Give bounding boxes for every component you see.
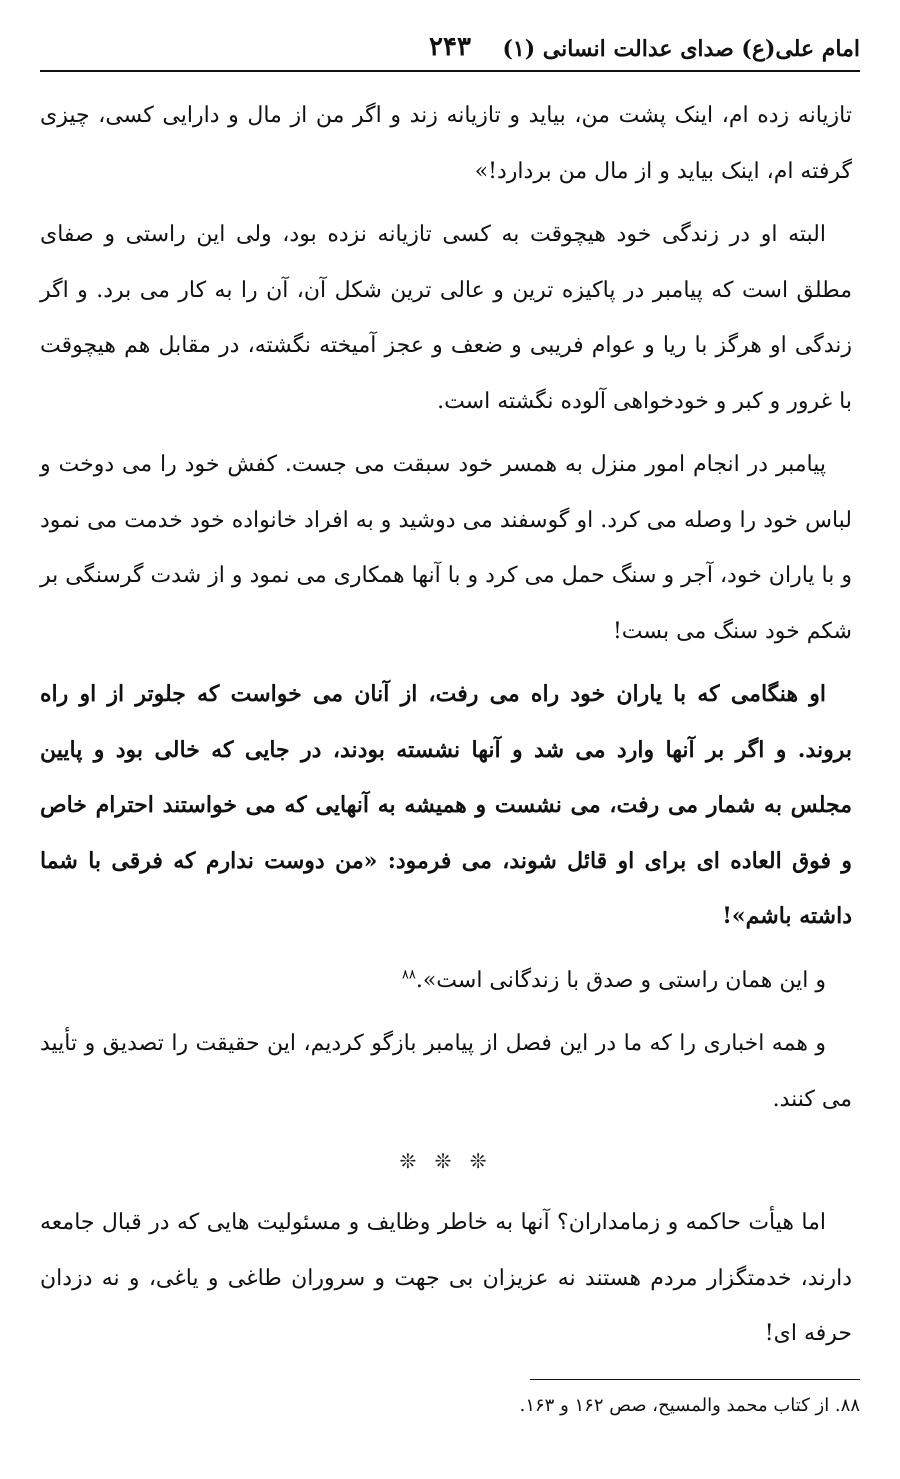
paragraph: البته او در زندگی خود هیچوقت به کسی تازیانه نزده بود، ولی این راستی و صفای مطلق است که پیامبر در پاکیزه ترین و عالی ترین شکل آن، آن را به کار می برد. و اگر زندگی او هرگز با ریا و عوام فریبی و ضعف و عجز آمیخته نگشته، در مقابل هم هیچوقت با غرور و کبر و خودخواهی آلوده نگشته است. — [40, 222, 852, 414]
page-body — [40, 88, 852, 1370]
section-separator: ❊ ❊ ❊ — [399, 1149, 493, 1173]
footnote-reference[interactable]: ۸۸ — [401, 967, 416, 983]
running-title: امام علی(ع) صدای عدالت انسانی (۱) — [502, 36, 860, 62]
paragraph-text: و این همان راستی و صدق با زندگانی است». — [415, 967, 826, 993]
paragraph: و همه اخباری را که ما در این فصل از پیامبر بازگو کردیم، این حقیقت را تصدیق و تأیید می کنند. — [40, 1031, 852, 1112]
page-header — [40, 30, 860, 72]
paragraph-bold: او هنگامی که با یاران خود راه می رفت، از آنان می خواست که جلوتر از او راه بروند. و اگر بر آنها وارد می شد و آنها نشسته بودند، در جایی که خالی بود و پایین مجلس به شمار می رفت، می نشست و همیشه به آنهایی که می خواستند احترام خاص و فوق العاده ای برای او قائل شوند، می فرمود: «من دوست ندارم که فرقی با شما داشته باشم»! — [40, 681, 852, 929]
page-number: ۲۴۳ — [429, 32, 471, 62]
paragraph: پیامبر در انجام امور منزل به همسر خود سبقت می جست. کفش خود را می دوخت و لباس خود را وصله می کرد. او گوسفند می دوشید و به افراد خانواده خود خدمت می نمود و با یاران خود، آجر و سنگ حمل می کرد و با آنها همکاری می نمود و از شدت گرسنگی بر شکم خود سنگ می بست! — [40, 452, 852, 644]
footnote: ۸۸. از کتاب محمد والمسیح، صص ۱۶۲ و ۱۶۳. — [519, 1395, 860, 1416]
paragraph: تازیانه زده ام، اینک پشت من، بیاید و تازیانه زند و اگر من از مال و دارایی کسی، چیزی گرفته ام، اینک بیاید و از مال من بردارد!» — [40, 103, 852, 184]
paragraph-with-note — [40, 953, 852, 1009]
paragraph: اما هیأت حاکمه و زمامداران؟ آنها به خاطر وظایف و مسئولیت هایی که در قبال جامعه دارند، خدمتگزار مردم هستند نه عزیزان بی جهت و سروران طاغی و یاغی، و نه دزدان حرفه ای! — [40, 1210, 852, 1346]
footnote-divider — [530, 1379, 860, 1380]
